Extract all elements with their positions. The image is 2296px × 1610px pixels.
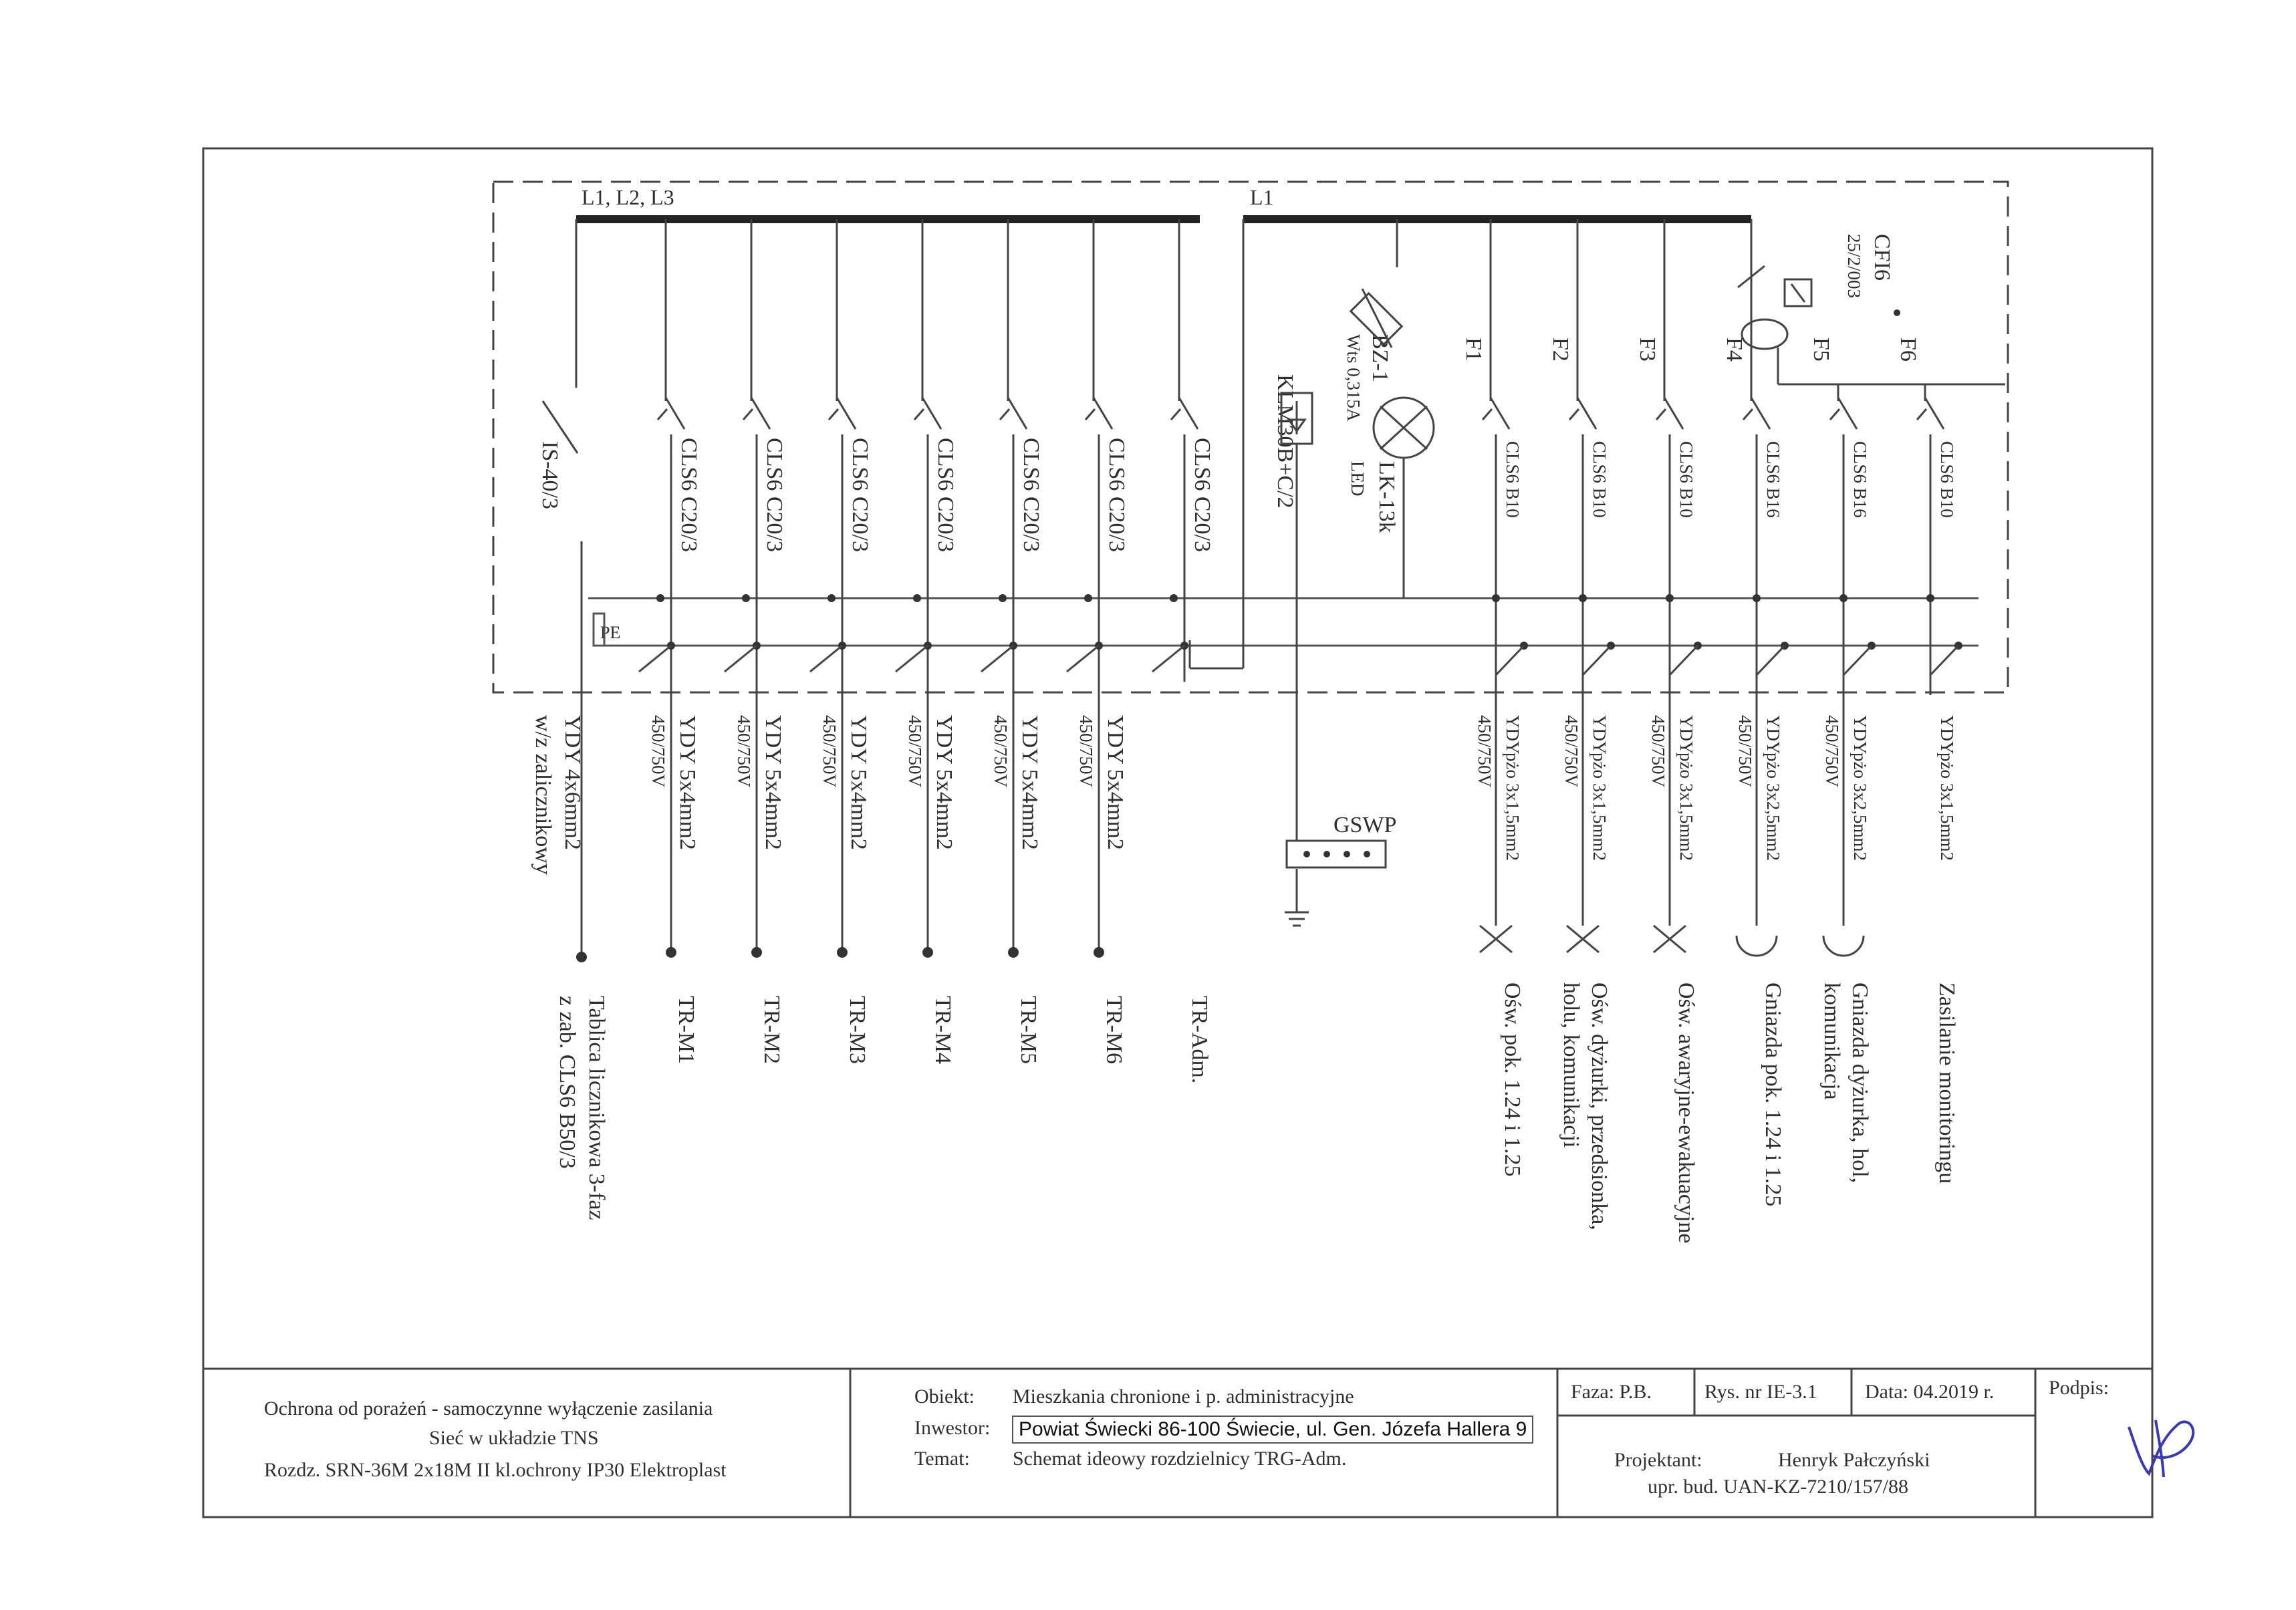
phase-F5-label: F5 <box>1809 338 1833 362</box>
object-label: Obiekt: <box>914 1385 975 1407</box>
breaker-2-label: CLS6 C20/3 <box>762 438 787 552</box>
gswp-label: GSWP <box>1333 813 1397 837</box>
main-switch-target: Tablica licznikowa 3-faz <box>584 996 609 1220</box>
breaker-F5-label: CLS6 B16 <box>1850 441 1870 518</box>
circuit-F2-target: Ośw. dyżurki, przedsionka, <box>1587 982 1612 1230</box>
feeder-2-voltage: 450/750V <box>734 715 754 787</box>
phase-F6-label: F6 <box>1896 338 1920 362</box>
circuit-F1-target: Ośw. pok. 1.24 i 1.25 <box>1500 982 1525 1177</box>
drawing-number: Rys. nr IE-3.1 <box>1704 1381 1817 1403</box>
main-switch-target-2: z zab. CLS6 B50/3 <box>555 996 580 1169</box>
feeder-1-target: TR-M1 <box>674 996 698 1064</box>
feeder-1-voltage: 450/750V <box>648 715 668 787</box>
rcd-sublabel: 25/2/003 <box>1844 234 1864 299</box>
circuit-F4-voltage: 450/750V <box>1735 715 1755 787</box>
circuit-F5-cable-label: YDYpżo 3x2,5mm2 <box>1850 715 1870 861</box>
circuit-F3-cable-label: YDYpżo 3x1,5mm2 <box>1676 715 1696 861</box>
circuit-F5-target: Gniazda dyżurka, hol, <box>1847 982 1872 1184</box>
circuit-F5-target-2: komunikacja <box>1819 982 1844 1100</box>
fuse-label: BZ-1 <box>1368 334 1392 382</box>
breaker-F2-label: CLS6 B10 <box>1589 441 1610 518</box>
breaker-7-label: CLS6 C20/3 <box>1190 438 1215 552</box>
signature-label: Podpis: <box>2049 1377 2110 1399</box>
feeder-5-target: TR-M5 <box>1016 996 1041 1064</box>
protection-line-2: Sieć w układzie TNS <box>429 1427 599 1449</box>
phase-F1-label: F1 <box>1461 338 1486 362</box>
breaker-5-label: CLS6 C20/3 <box>1019 438 1043 552</box>
circuit-F3-target: Ośw. awaryjne-ewakuacyjne <box>1674 982 1698 1244</box>
breaker-1-label: CLS6 C20/3 <box>676 438 701 552</box>
circuit-F2-voltage: 450/750V <box>1561 715 1581 787</box>
breaker-F6-label: CLS6 B10 <box>1937 441 1957 518</box>
investor-value: Powiat Świecki 86-100 Świecie, ul. Gen. Józefa Hallera 9 <box>1012 1416 1533 1444</box>
circuit-F2-cable-label: YDYpżo 3x1,5mm2 <box>1589 715 1610 861</box>
feeder-4-target: TR-M4 <box>930 996 955 1064</box>
feeder-4-cable-label: YDY 5x4mm2 <box>932 715 956 850</box>
feeder-3-target: TR-M3 <box>845 996 870 1064</box>
feeder-2-target: TR-M2 <box>759 996 784 1064</box>
breaker-F3-label: CLS6 B10 <box>1676 441 1696 518</box>
phase-F4-label: F4 <box>1722 338 1747 362</box>
busbar-3phase-label: L1, L2, L3 <box>582 185 674 209</box>
circuit-F5-voltage: 450/750V <box>1822 715 1842 787</box>
subject-label: Temat: <box>914 1448 970 1470</box>
circuit-F3-voltage: 450/750V <box>1648 715 1668 787</box>
phase-value: Faza: P.B. <box>1571 1381 1652 1403</box>
breaker-F4-label: CLS6 B16 <box>1763 441 1783 518</box>
feeder-4-voltage: 450/750V <box>905 715 925 787</box>
designer-name: Henryk Pałczyński <box>1778 1449 1930 1471</box>
designer-label: Projektant: <box>1614 1449 1702 1471</box>
subject-value: Schemat ideowy rozdzielnicy TRG-Adm. <box>1013 1448 1347 1470</box>
feeder-3-voltage: 450/750V <box>819 715 840 787</box>
main-switch-label: IS-40/3 <box>537 441 562 509</box>
breaker-4-label: CLS6 C20/3 <box>933 438 958 552</box>
investor-label: Inwestor: <box>914 1417 991 1439</box>
designer-license: upr. bud. UAN-KZ-7210/157/88 <box>1648 1476 1908 1498</box>
phase-F3-label: F3 <box>1635 338 1660 362</box>
busbar-1phase-label: L1 <box>1250 185 1274 209</box>
pe-label: PE <box>600 623 621 642</box>
handwritten-signature <box>2116 1410 2216 1484</box>
feeder-1-cable-label: YDY 5x4mm2 <box>675 715 700 850</box>
feeder-6-voltage: 450/750V <box>1076 715 1096 787</box>
breaker-F1-label: CLS6 B10 <box>1503 441 1523 518</box>
feeder-3-cable-label: YDY 5x4mm2 <box>846 715 871 850</box>
date-value: Data: 04.2019 r. <box>1865 1381 1995 1403</box>
breaker-3-label: CLS6 C20/3 <box>848 438 872 552</box>
circuit-F2-target-2: holu, komunikacji <box>1559 982 1583 1148</box>
lamp-sublabel: LED <box>1348 461 1368 497</box>
protection-line-1: Ochrona od porażeń - samoczynne wyłączenie zasilania <box>264 1397 713 1420</box>
feeder-5-voltage: 450/750V <box>991 715 1011 787</box>
phase-F2-label: F2 <box>1548 338 1573 362</box>
protection-line-3: Rozdz. SRN-36M 2x18M II kl.ochrony IP30 Elektroplast <box>264 1459 727 1481</box>
lamp-label: LK-13k <box>1374 461 1399 533</box>
feeder-2-cable-label: YDY 5x4mm2 <box>761 715 785 850</box>
feeder-6-cable-label: YDY 5x4mm2 <box>1103 715 1128 850</box>
circuit-F4-cable-label: YDYpżo 3x2,5mm2 <box>1763 715 1783 861</box>
feeder-6-target: TR-M6 <box>1102 996 1126 1064</box>
circuit-F1-voltage: 450/750V <box>1475 715 1495 787</box>
fuse-sublabel: Wts 0,315A <box>1344 334 1364 422</box>
surge-arrester-label: KLM30B+C/2 <box>1273 374 1297 509</box>
main-switch-cable-note: w/z zalicznikowy <box>531 715 555 875</box>
feeder-5-cable-label: YDY 5x4mm2 <box>1017 715 1042 850</box>
circuit-F1-cable-label: YDYpżo 3x1,5mm2 <box>1503 715 1523 861</box>
breaker-6-label: CLS6 C20/3 <box>1104 438 1129 552</box>
object-value: Mieszkania chronione i p. administracyjne <box>1013 1385 1354 1407</box>
circuit-F6-target: Zasilanie monitoringu <box>1934 982 1959 1184</box>
circuit-F4-target: Gniazda pok. 1.24 i 1.25 <box>1761 982 1785 1207</box>
rcd-label: CFI6 <box>1870 234 1894 281</box>
feeder-7-target: TR-Adm. <box>1187 996 1212 1084</box>
main-switch-cable: YDY 4x6mm2 <box>560 715 585 850</box>
circuit-F6-cable-label: YDYpżo 3x1,5mm2 <box>1937 715 1957 861</box>
